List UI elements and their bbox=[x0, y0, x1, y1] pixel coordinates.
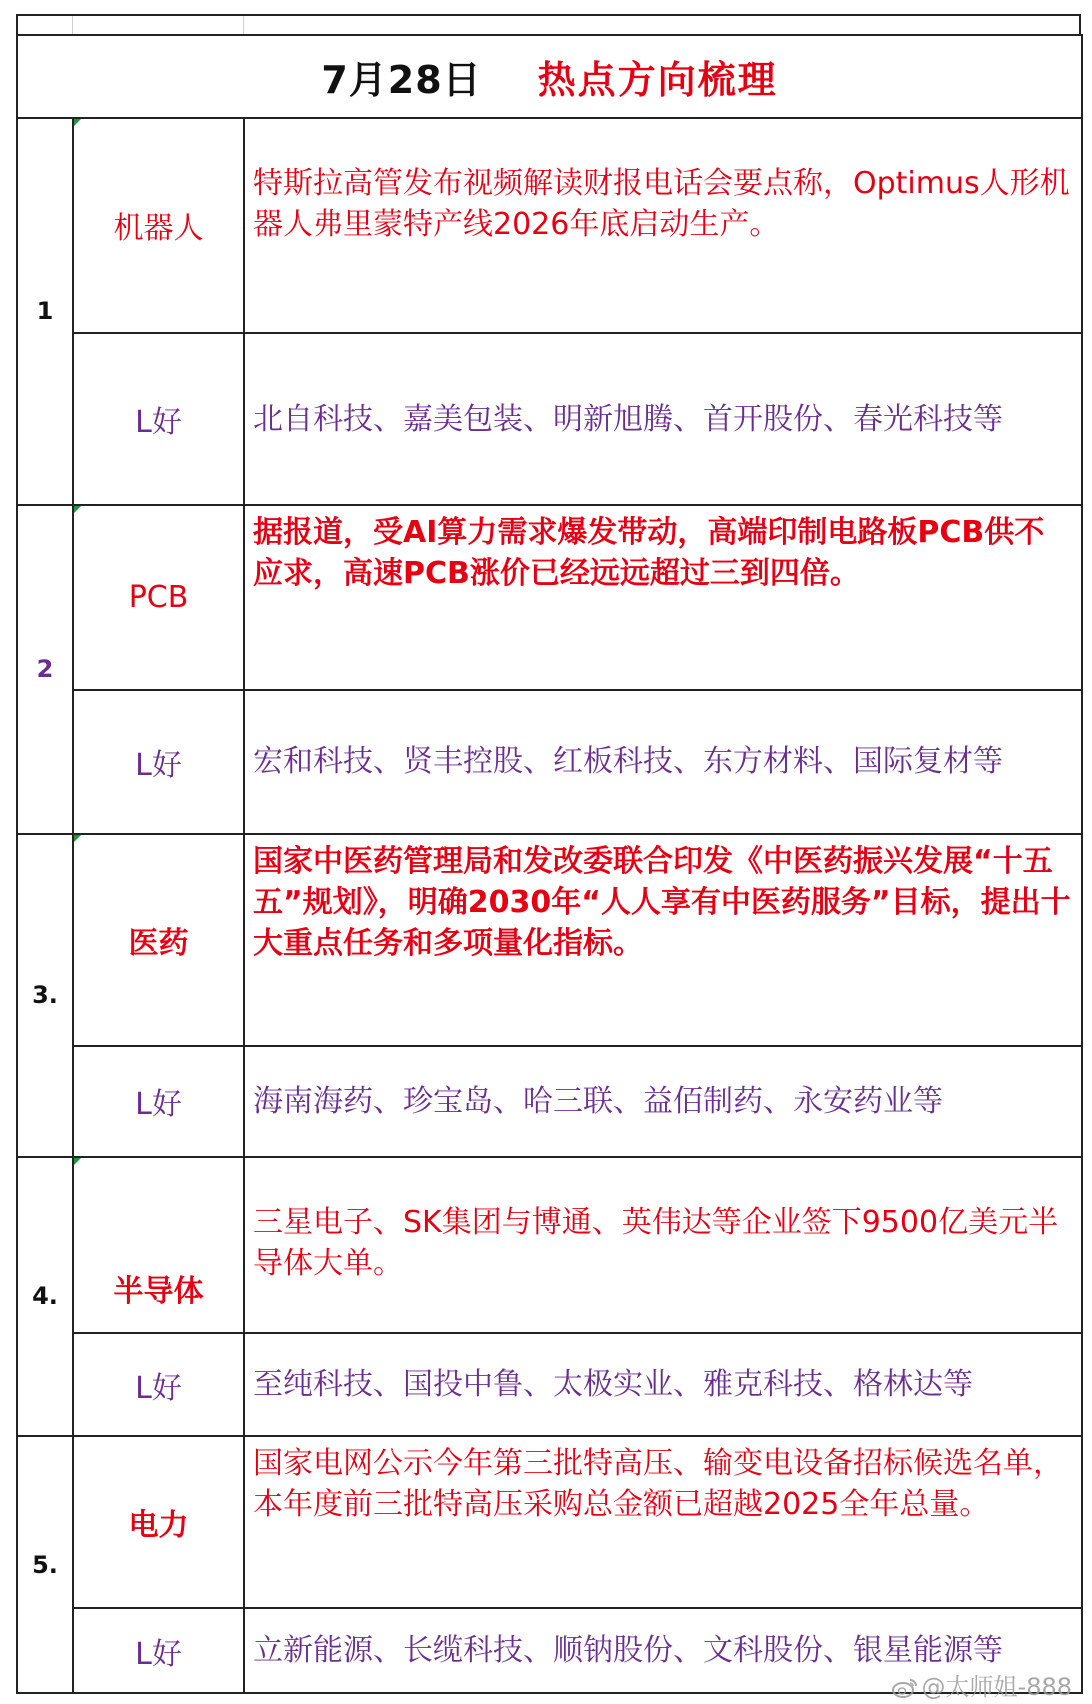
row-number: 2 bbox=[17, 505, 73, 834]
stocks-cell: 宏和科技、贤丰控股、红板科技、东方材料、国际复材等 bbox=[244, 690, 1082, 834]
description-cell: 国家中医药管理局和发改委联合印发《中医药振兴发展“十五五”规划》，明确2030年“人人享有中医药服务”目标，提出十大重点任务和多项量化指标。 bbox=[244, 834, 1082, 1046]
comment-marker-icon bbox=[74, 835, 81, 842]
comment-marker-icon bbox=[74, 119, 81, 126]
row-number: 3. bbox=[17, 834, 73, 1157]
benefit-label: L好 bbox=[73, 1333, 244, 1436]
benefit-label: L好 bbox=[73, 690, 244, 834]
weibo-logo-icon bbox=[892, 1678, 918, 1698]
category-cell bbox=[73, 1436, 244, 1608]
category-label: 半导体 bbox=[113, 1273, 204, 1309]
gridline bbox=[72, 16, 73, 34]
stocks-cell: 至纯科技、国投中鲁、太极实业、雅克科技、格林达等 bbox=[244, 1333, 1082, 1436]
gridline bbox=[243, 16, 244, 34]
description-cell: 特斯拉高管发布视频解读财报电话会要点称，Optimus人形机器人弗里蒙特产线2026年底启动生产。 bbox=[244, 118, 1082, 333]
stocks-cell: 北自科技、嘉美包装、明新旭腾、首开股份、春光科技等 bbox=[244, 333, 1082, 505]
description-cell: 据报道，受AI算力需求爆发带动，高端印制电路板PCB供不应求，高速PCB涨价已经远远超过三到四倍。 bbox=[244, 505, 1082, 690]
title-date: 7月28日 bbox=[321, 57, 482, 102]
category-cell bbox=[73, 834, 244, 1046]
hotspot-table bbox=[16, 34, 1083, 1694]
benefit-label: L好 bbox=[73, 333, 244, 505]
title-cell bbox=[17, 35, 1082, 118]
row-number: 5. bbox=[17, 1436, 73, 1693]
row-number: 4. bbox=[17, 1157, 73, 1437]
category-label: 机器人 bbox=[113, 211, 204, 247]
category-cell bbox=[73, 505, 244, 690]
benefit-label: L好 bbox=[73, 1608, 244, 1693]
title-text: 热点方向梳理 bbox=[537, 57, 778, 102]
category-label: PCB bbox=[128, 579, 189, 615]
stocks-cell: 海南海药、珍宝岛、哈三联、益佰制药、永安药业等 bbox=[244, 1046, 1082, 1157]
category-cell bbox=[73, 1157, 244, 1333]
comment-marker-icon bbox=[74, 506, 81, 513]
comment-marker-icon bbox=[74, 1158, 81, 1165]
description-cell: 国家电网公示今年第三批特高压、输变电设备招标候选名单，本年度前三批特高压采购总金额已超越2025全年总量。 bbox=[244, 1436, 1082, 1608]
category-label: 医药 bbox=[128, 925, 189, 961]
description-cell: 三星电子、SK集团与博通、英伟达等企业签下9500亿美元半导体大单。 bbox=[244, 1157, 1082, 1333]
stocks-cell: 立新能源、长缆科技、顺钠股份、文科股份、银星能源等 bbox=[244, 1608, 1082, 1693]
watermark-text: @太师姐-888 bbox=[921, 1673, 1072, 1701]
sheet-top-strip bbox=[16, 14, 1081, 34]
category-cell bbox=[73, 118, 244, 333]
row-number: 1 bbox=[17, 118, 73, 505]
weibo-watermark bbox=[892, 1667, 1072, 1702]
category-label: 电力 bbox=[128, 1508, 189, 1544]
benefit-label: L好 bbox=[73, 1046, 244, 1157]
